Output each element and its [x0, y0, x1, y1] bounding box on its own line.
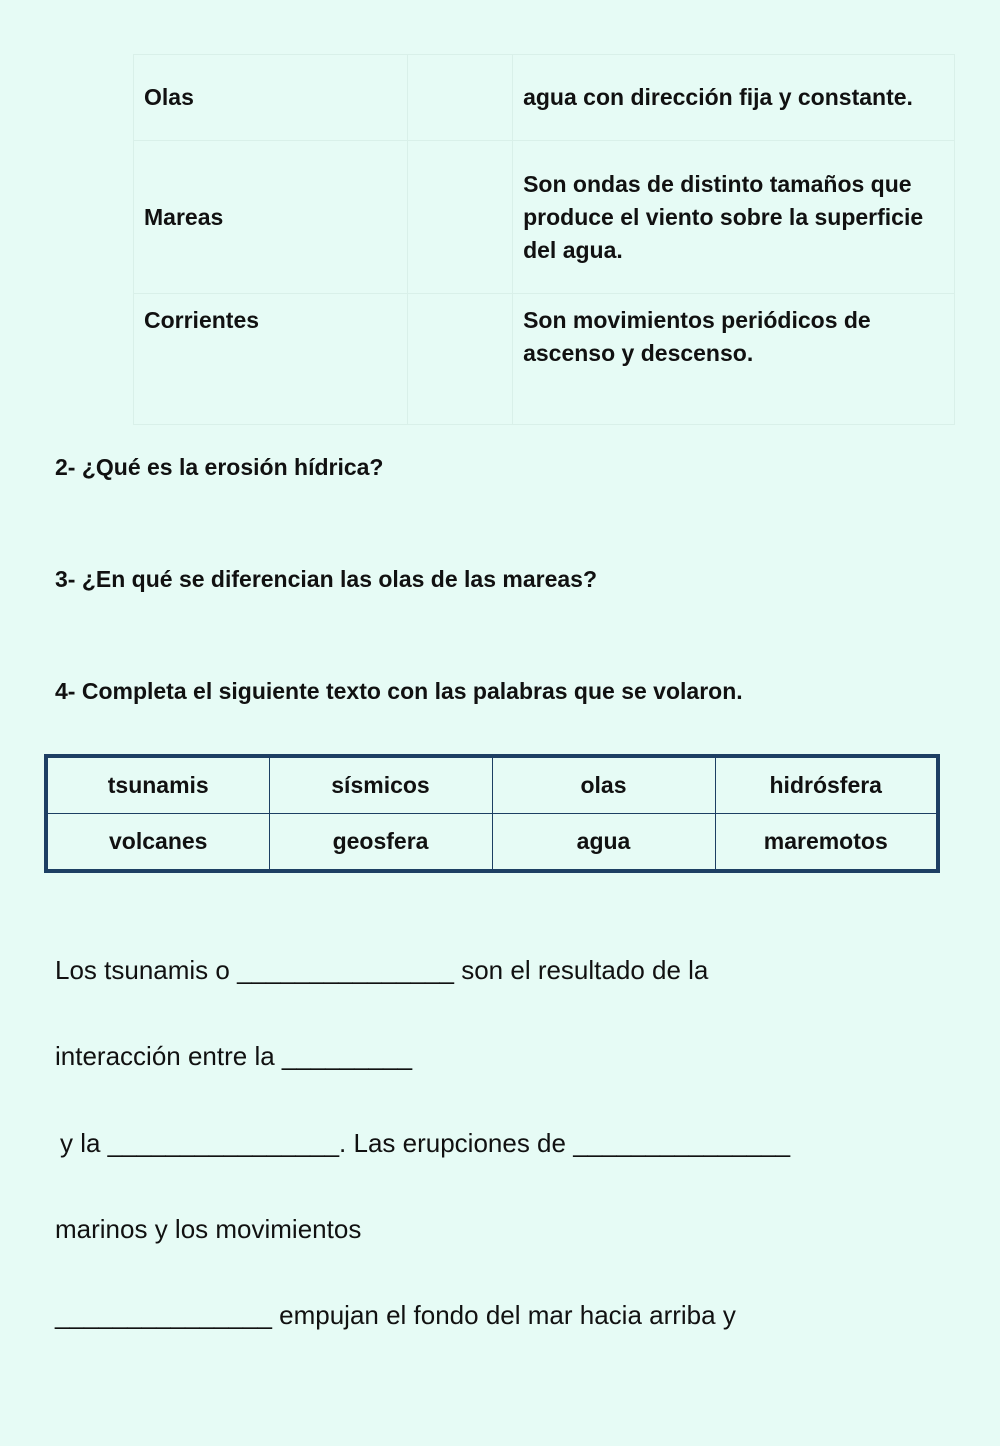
word-bank-row [46, 814, 938, 872]
word-cell: tsunamis [46, 756, 269, 814]
term-olas: Olas [134, 55, 408, 141]
question-2: 2- ¿Qué es la erosión hídrica? [55, 454, 384, 480]
definition-3: Son movimientos periódicos de ascenso y descenso. [513, 294, 955, 425]
word-cell: hidrósfera [715, 756, 938, 814]
matching-table [133, 54, 955, 425]
empty-cell [408, 294, 513, 425]
empty-cell [408, 141, 513, 294]
empty-cell [408, 55, 513, 141]
term-mareas: Mareas [134, 141, 408, 294]
matching-row [134, 141, 955, 294]
fill-in-line-4: marinos y los movimientos [55, 1214, 362, 1244]
definition-2: Son ondas de distinto tamaños que produce el viento sobre la superficie del agua. [513, 141, 955, 294]
word-cell: maremotos [715, 814, 938, 872]
fill-in-line-3: y la ________________. Las erupciones de _______________ [60, 1128, 791, 1158]
definition-1: agua con dirección fija y constante. [513, 55, 955, 141]
matching-row [134, 294, 955, 425]
word-cell: volcanes [46, 814, 269, 872]
question-3: 3- ¿En qué se diferencian las olas de las mareas? [55, 566, 598, 592]
fill-in-line-5: _______________ empujan el fondo del mar hacia arriba y [55, 1300, 736, 1330]
word-cell: sísmicos [269, 756, 492, 814]
word-bank-table [44, 754, 940, 873]
fill-in-line-2: interacción entre la _________ [55, 1041, 413, 1071]
fill-in-line-1: Los tsunamis o _______________ son el resultado de la [55, 955, 709, 985]
word-cell: agua [492, 814, 715, 872]
term-corrientes: Corrientes [134, 294, 408, 425]
word-cell: geosfera [269, 814, 492, 872]
question-4: 4- Completa el siguiente texto con las palabras que se volaron. [55, 678, 743, 704]
word-cell: olas [492, 756, 715, 814]
matching-row [134, 55, 955, 141]
word-bank-row [46, 756, 938, 814]
